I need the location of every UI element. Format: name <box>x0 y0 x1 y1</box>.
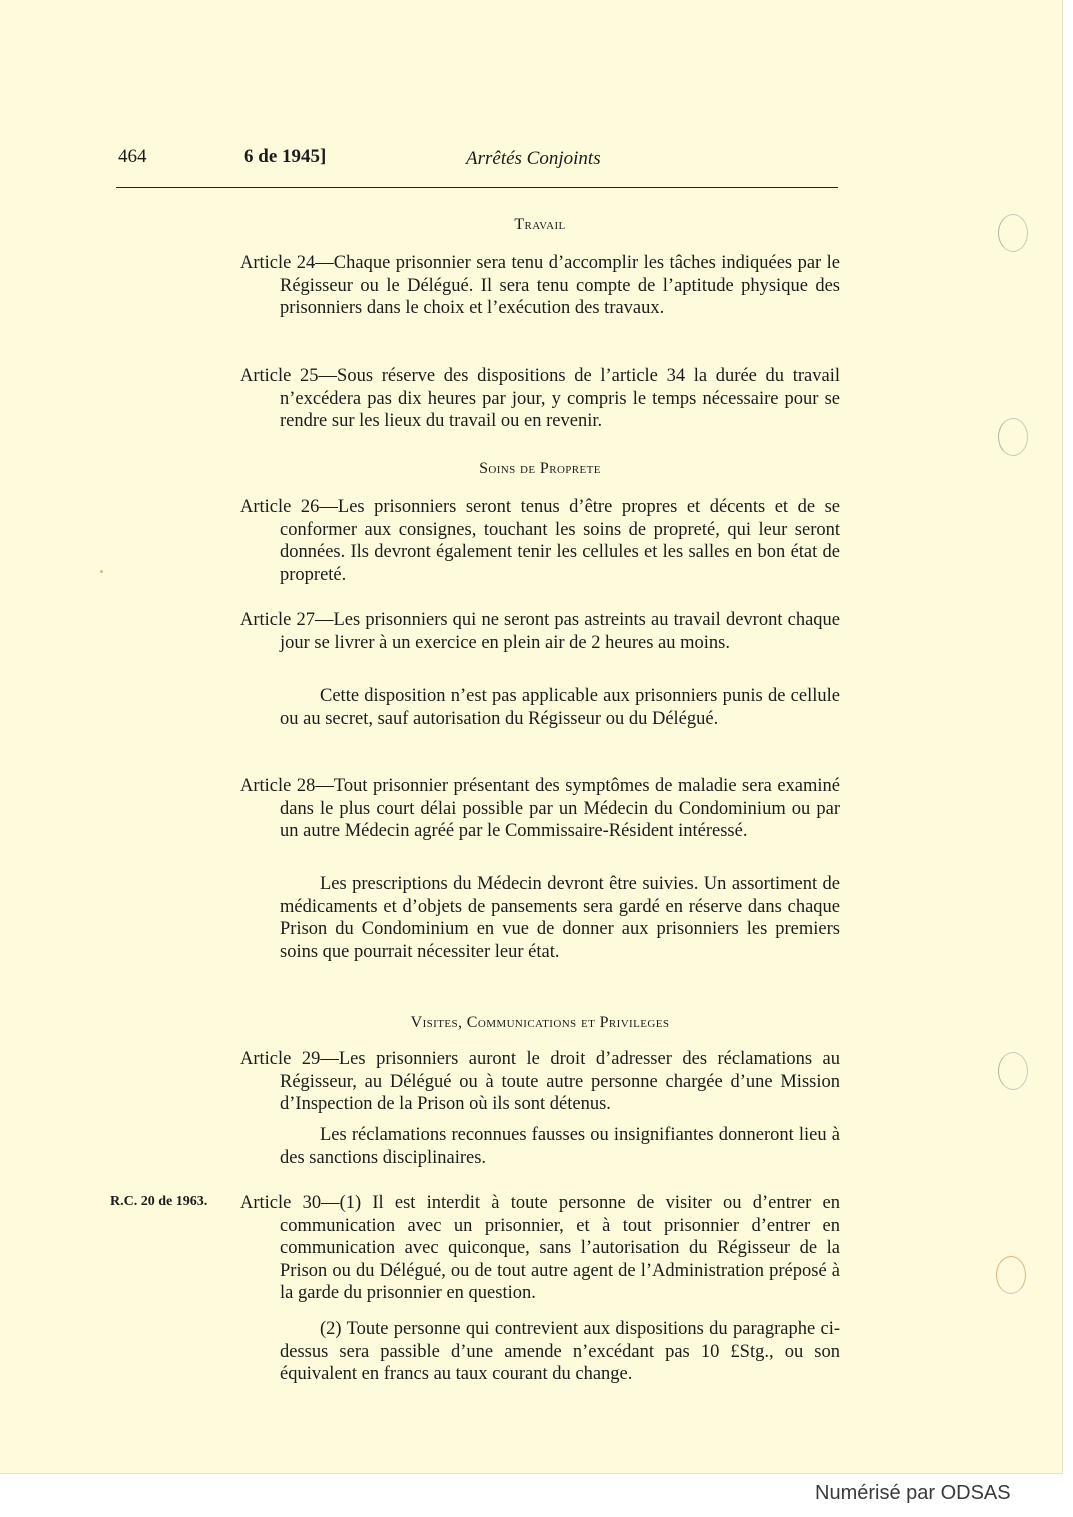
page-number: 464 <box>118 146 147 167</box>
article-29-paragraph: Les réclamations reconnues fausses ou insignifiantes donneront lieu à des sanctions disciplinaires. <box>280 1125 840 1168</box>
article-28: Article 28—Tout prisonnier présentant des symptômes de maladie sera examiné dans le plus court délai possible par un Médecin du Condominium ou par un autre Médecin agréé par le Commissaire-Résident intéressé. <box>240 776 840 842</box>
article-30: Article 30—(1) Il est interdit à toute personne de visiter ou d’entrer en communication avec un prisonnier, et à tout prisonnier d’entrer en communication avec quiconque, sans l’autorisation du Régisseur de la Prison ou du Délégué, ou de tout autre agent de l’Administration préposé à la garde du prisonnier en question. <box>240 1193 840 1304</box>
section-heading-visites: Visites, Communications et Privileges <box>410 1014 670 1031</box>
section-heading-soins: Soins de Proprete <box>479 460 601 477</box>
digitization-credit: Numérisé par ODSAS <box>815 1482 1011 1504</box>
article-27: Article 27—Les prisonniers qui ne seront pas astreints au travail devront chaque jour se livrer à un exercice en plein air de 2 heures au moins. <box>240 610 840 653</box>
header-rule <box>116 187 838 188</box>
header-reference: 6 de 1945] <box>244 146 327 167</box>
paper-speck <box>100 570 103 573</box>
punch-hole-icon <box>998 418 1028 456</box>
article-29: Article 29—Les prisonniers auront le droit d’adresser des réclamations au Régisseur, au Délégué ou à toute autre personne chargée d’une Mission d’Inspection de la Prison où ils sont détenus. <box>240 1049 840 1115</box>
article-28-paragraph: Les prescriptions du Médecin devront être suivies. Un assortiment de médicaments et d’objets de pansements sera gardé en réserve dans chaque Prison du Condominium en vue de donner aux prisonniers les premiers soins que pourrait nécessiter leur état. <box>280 874 840 962</box>
punch-hole-icon <box>996 1256 1026 1294</box>
article-27-paragraph: Cette disposition n’est pas applicable aux prisonniers punis de cellule ou au secret, sauf autorisation du Régisseur ou du Délégué. <box>280 686 840 729</box>
punch-hole-icon <box>998 214 1028 252</box>
section-heading-travail: Travail <box>514 216 566 233</box>
article-26: Article 26—Les prisonniers seront tenus d’être propres et décents et de se conformer aux consignes, touchant les soins de propreté, qui leur seront données. Ils devront également tenir les cellules et les salles en bon état de propreté. <box>240 497 840 585</box>
article-30-paragraph: (2) Toute personne qui contrevient aux dispositions du paragraphe ci-dessus sera passible d’une amende n’excédant pas 10 £Stg., ou son équivalent en francs au taux courant du change. <box>280 1319 840 1385</box>
article-25: Article 25—Sous réserve des dispositions de l’article 34 la durée du travail n’excédera pas dix heures par jour, y compris le temps nécessaire pour se rendre sur les lieux du travail ou en revenir. <box>240 366 840 432</box>
punch-hole-icon <box>998 1052 1028 1090</box>
header-title: Arrêtés Conjoints <box>466 148 601 169</box>
margin-note: R.C. 20 de 1963. <box>110 1194 208 1209</box>
article-24: Article 24—Chaque prisonnier sera tenu d’accomplir les tâches indiquées par le Régisseur ou le Délégué. Il sera tenu compte de l’aptitude physique des prisonniers dans le choix et l’exécution des travaux. <box>240 253 840 319</box>
